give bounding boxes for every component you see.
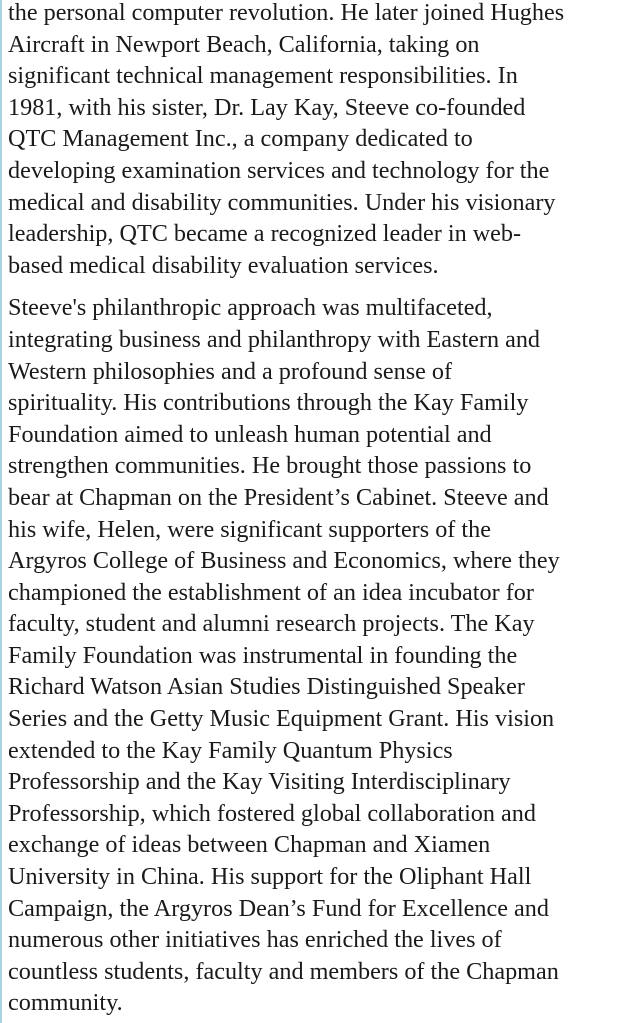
text-line: based medical disability evaluation services. [8, 251, 439, 279]
text-line: extended to the Kay Family Quantum Physics [8, 736, 453, 764]
text-line: Series and the Getty Music Equipment Grant. His vision [8, 705, 555, 733]
left-border-rule [0, 0, 2, 1023]
text-line: QTC Management Inc., a company dedicated to [8, 125, 473, 153]
text-line: countless students, faculty and members of the Chapman [8, 957, 559, 985]
text-line: University in China. His support for the Oliphant Hall [8, 863, 532, 891]
text-line: strengthen communities. He brought those passions to [8, 452, 532, 480]
text-line: Professorship, which fostered global collaboration and [8, 799, 536, 827]
text-line: Campaign, the Argyros Dean’s Fund for Excellence and [8, 894, 549, 922]
text-line: 1981, with his sister, Dr. Lay Kay, Steeve co-founded [8, 93, 526, 121]
text-line: Aircraft in Newport Beach, California, taking on [8, 30, 480, 58]
text-line: integrating business and philanthropy with Eastern and [8, 325, 541, 353]
article-body [8, 0, 613, 1019]
text-line: Family Foundation was instrumental in founding the [8, 641, 518, 669]
text-line: spirituality. His contributions through the Kay Family [8, 389, 529, 417]
text-line: his wife, Helen, were significant supporters of the [8, 515, 491, 543]
text-line: numerous other initiatives has enriched the lives of [8, 926, 502, 954]
paragraph-philanthropy [8, 292, 613, 1019]
text-line: exchange of ideas between Chapman and Xiamen [8, 831, 491, 859]
text-line: Western philosophies and a profound sense of [8, 357, 453, 385]
text-line: bear at Chapman on the President’s Cabinet. Steeve and [8, 483, 549, 511]
text-line: Richard Watson Asian Studies Distinguished Speaker [8, 673, 525, 701]
paragraph-career [8, 0, 613, 281]
text-line: leadership, QTC became a recognized leader in web- [8, 220, 522, 248]
text-line: Steeve's philanthropic approach was multifaceted, [8, 294, 493, 322]
text-line: championed the establishment of an idea incubator for [8, 578, 534, 606]
text-line: community. [8, 989, 123, 1017]
text-line: Argyros College of Business and Economics, where they [8, 547, 560, 575]
text-line: medical and disability communities. Under his visionary [8, 188, 556, 216]
text-line: Professorship and the Kay Visiting Interdisciplinary [8, 768, 511, 796]
text-line: faculty, student and alumni research projects. The Kay [8, 610, 535, 638]
text-line: significant technical management responsibilities. In [8, 62, 518, 90]
text-line: the personal computer revolution. He later joined Hughes [8, 0, 565, 26]
text-line: Foundation aimed to unleash human potential and [8, 420, 492, 448]
text-line: developing examination services and technology for the [8, 156, 550, 184]
